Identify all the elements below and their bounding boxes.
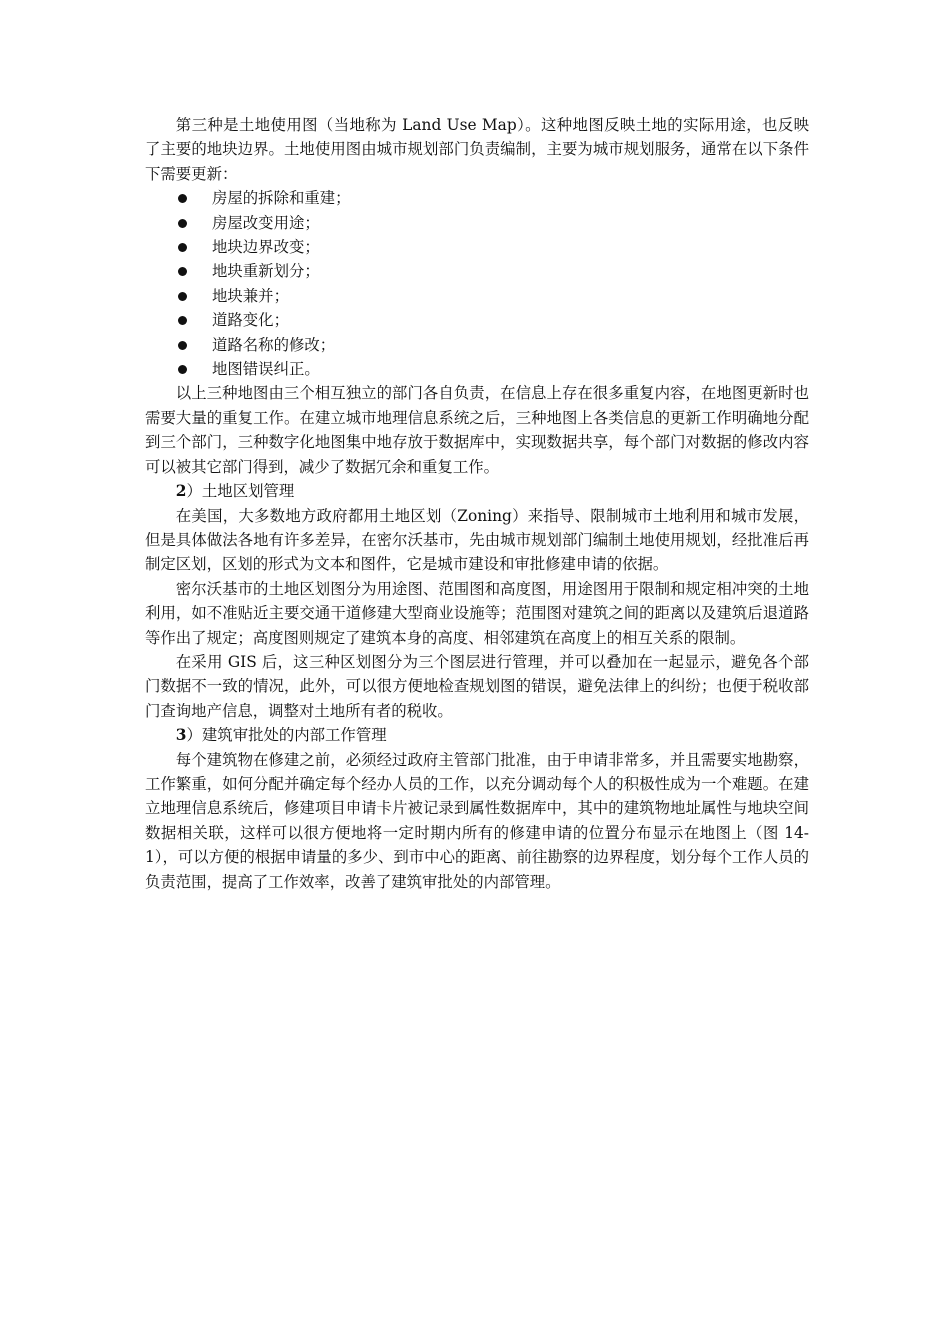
list-item (145, 333, 809, 357)
section-number: 2 (175, 482, 187, 501)
intro-paragraph: 第三种是土地使用图（当地称为 Land Use Map）。这种地图反映土地的实际用途，也反映了主要的地块边界。土地使用图由城市规划部门负责编制，主要为城市规划服务，通常在以下条件下需要更新： (145, 116, 809, 183)
section-heading-3 (145, 723, 809, 747)
list-item-text: 道路名称的修改； (212, 335, 336, 354)
list-item-text: 房屋改变用途； (212, 213, 320, 232)
approval-paragraph-1: 每个建筑物在修建之前，必须经过政府主管部门批准，由于申请非常多，并且需要实地勘察，工作繁重，如何分配并确定每个经办人员的工作，以充分调动每个人的积极性成为一个难题。在建立地理信息系统后，修建项目申请卡片被记录到属性数据库中，其中的建筑物地址属性与地块空间数据相关联，这样可以很方便地将一定时期内所有的修建申请的位置分布显示在地图上（图 14-1），可以方便的根据申请量的多少、到市中心的距离、前往勘察的边界程度，划分每个工作人员的负责范围，提高了工作效率，改善了建筑审批处的内部管理。 (145, 750, 809, 891)
list-item (145, 284, 809, 308)
list-item (145, 308, 809, 332)
zoning-paragraph-1: 在美国，大多数地方政府都用土地区划（Zoning）来指导、限制城市土地利用和城市发展，但是具体做法各地有许多差异，在密尔沃基市，先由城市规划部门编制土地使用规划，经批准后再制定区划，区划的形式为文本和图件，它是城市建设和审批修建申请的依据。 (145, 506, 809, 574)
list-item-text: 地块重新划分； (212, 262, 320, 281)
section-title: ）土地区划管理 (186, 482, 295, 501)
bullet-icon (178, 243, 187, 252)
list-item-text: 地块边界改变； (212, 238, 320, 257)
document-page (145, 113, 809, 894)
section-heading-2 (145, 479, 809, 503)
list-item-text: 地图错误纠正。 (212, 360, 320, 379)
bullet-icon (178, 219, 187, 228)
list-item-text: 房屋的拆除和重建； (212, 189, 351, 208)
list-item (145, 211, 809, 235)
bullet-icon (178, 267, 187, 276)
section-number: 3 (175, 726, 187, 745)
list-item-text: 地块兼并； (212, 286, 289, 305)
bullet-icon (178, 194, 187, 203)
bullet-icon (178, 292, 187, 301)
zoning-paragraph-3: 在采用 GIS 后，这三种区划图分为三个图层进行管理，并可以叠加在一起显示，避免各个部门数据不一致的情况，此外，可以很方便地检查规划图的错误，避免法律上的纠纷；也便于税收部门查询地产信息，调整对土地所有者的税收。 (145, 652, 809, 720)
zoning-paragraph-2: 密尔沃基市的土地区划图分为用途图、范围图和高度图，用途图用于限制和规定相冲突的土地利用，如不准贴近主要交通干道修建大型商业设施等；范围图对建筑之间的距离以及建筑后退道路等作出了规定；高度图则规定了建筑本身的高度、相邻建筑在高度上的相互关系的限制。 (145, 579, 809, 647)
bullet-icon (178, 365, 187, 374)
list-item (145, 186, 809, 210)
bullet-icon (178, 316, 187, 325)
list-item (145, 357, 809, 381)
section-title: ）建筑审批处的内部工作管理 (186, 726, 387, 745)
summary-paragraph: 以上三种地图由三个相互独立的部门各自负责，在信息上存在很多重复内容，在地图更新时也需要大量的重复工作。在建立城市地理信息系统之后，三种地图上各类信息的更新工作明确地分配到三个部门，三种数字化地图集中地存放于数据库中，实现数据共享，每个部门对数据的修改内容可以被其它部门得到，减少了数据冗余和重复工作。 (145, 384, 809, 476)
list-item-text: 道路变化； (212, 311, 289, 330)
list-item (145, 235, 809, 259)
list-item (145, 259, 809, 283)
update-conditions-list (145, 186, 809, 381)
bullet-icon (178, 341, 187, 350)
